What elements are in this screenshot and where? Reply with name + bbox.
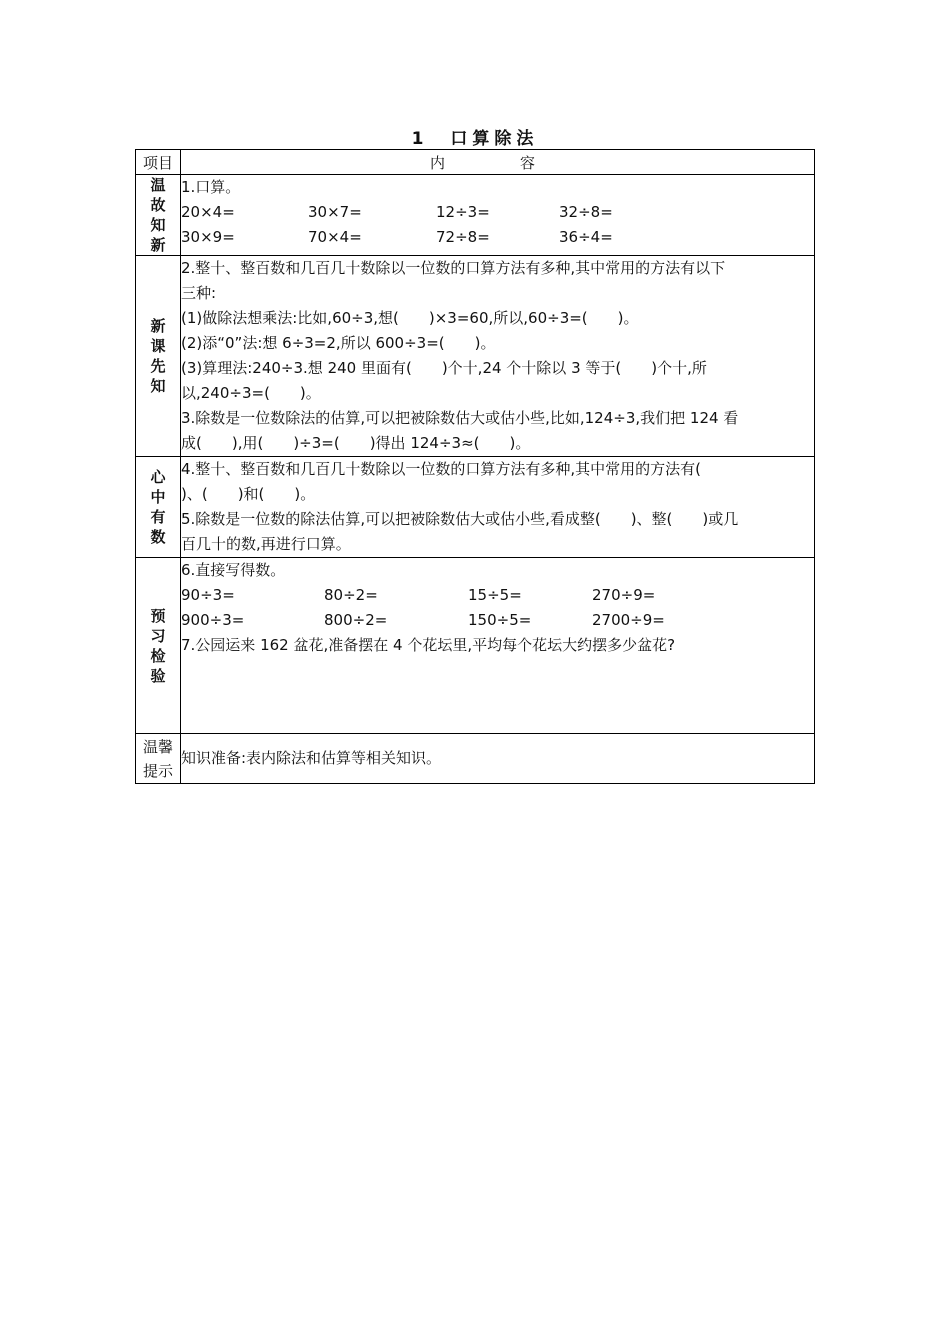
header-item-column: 项目 bbox=[136, 150, 181, 175]
review-label bbox=[136, 175, 181, 256]
question-4-line-1: 4.整十、整百数和几百几十数除以一位数的口算方法有多种,其中常用的方法有( bbox=[181, 460, 701, 478]
tip-row bbox=[136, 734, 815, 784]
question-3-line-2: 成( ),用( )÷3=( )得出 124÷3≈( )。 bbox=[181, 434, 531, 452]
check-arith-row-2 bbox=[181, 608, 814, 633]
method-3-line-2: 以,240÷3=( )。 bbox=[181, 384, 321, 402]
question-3-line-1: 3.除数是一位数除法的估算,可以把被除数估大或估小些,比如,124÷3,我们把 124 看 bbox=[181, 409, 739, 427]
check-row bbox=[136, 558, 815, 734]
header-row bbox=[136, 150, 815, 175]
question-5-line-1: 5.除数是一位数的除法估算,可以把被除数估大或估小些,看成整( )、整( )或几 bbox=[181, 510, 739, 528]
check-arith-item: 800÷2= bbox=[324, 611, 388, 629]
preview-label-text: 新课先知 bbox=[150, 317, 166, 395]
review-row bbox=[136, 175, 815, 256]
preview-content bbox=[181, 256, 815, 457]
question-5-line-2: 百几十的数,再进行口算。 bbox=[181, 535, 351, 553]
summary-row bbox=[136, 457, 815, 558]
tip-content bbox=[181, 734, 815, 784]
question-4-line-2: )、( )和( )。 bbox=[181, 485, 316, 503]
check-arith-item: 15÷5= bbox=[468, 586, 522, 604]
method-2: (2)添“0”法:想 6÷3=2,所以 600÷3=( )。 bbox=[181, 334, 496, 352]
check-content bbox=[181, 558, 815, 734]
summary-label-text: 心中有数 bbox=[150, 468, 166, 546]
summary-content bbox=[181, 457, 815, 558]
check-arith-item: 150÷5= bbox=[468, 611, 532, 629]
question-6: 6.直接写得数。 bbox=[181, 561, 286, 579]
check-label bbox=[136, 558, 181, 734]
check-arith-item: 2700÷9= bbox=[592, 611, 665, 629]
review-arith-item: 32÷8= bbox=[559, 203, 613, 221]
review-arith-item: 20×4= bbox=[181, 203, 235, 221]
review-arith-item: 30×9= bbox=[181, 228, 235, 246]
header-content-column bbox=[181, 150, 815, 175]
question-2-line-2: 三种: bbox=[181, 284, 217, 302]
review-label-text: 温故知新 bbox=[150, 176, 166, 254]
check-arith-row-1 bbox=[181, 583, 814, 608]
review-arith-item: 36÷4= bbox=[559, 228, 613, 246]
check-arith-item: 900÷3= bbox=[181, 611, 245, 629]
question-1: 1.口算。 bbox=[181, 178, 241, 196]
question-7: 7.公园运来 162 盆花,准备摆在 4 个花坛里,平均每个花坛大约摆多少盆花? bbox=[181, 636, 676, 654]
tip-label-text: 温馨提示 bbox=[142, 737, 173, 780]
method-1: (1)做除法想乘法:比如,60÷3,想( )×3=60,所以,60÷3=( )。 bbox=[181, 309, 639, 327]
review-arith-item: 72÷8= bbox=[436, 228, 490, 246]
check-arith-item: 270÷9= bbox=[592, 586, 656, 604]
review-arith-item: 70×4= bbox=[308, 228, 362, 246]
review-content bbox=[181, 175, 815, 256]
method-3-line-1: (3)算理法:240÷3.想 240 里面有( )个十,24 个十除以 3 等于( )个十,所 bbox=[181, 359, 707, 377]
preview-label bbox=[136, 256, 181, 457]
summary-label bbox=[136, 457, 181, 558]
check-arith-item: 90÷3= bbox=[181, 586, 235, 604]
review-arith-row-1 bbox=[181, 200, 814, 225]
header-content-label: 内 容 bbox=[429, 153, 565, 172]
review-arith-item: 12÷3= bbox=[436, 203, 490, 221]
review-arith-row-2 bbox=[181, 225, 814, 250]
question-2-line-1: 2.整十、整百数和几百几十数除以一位数的口算方法有多种,其中常用的方法有以下 bbox=[181, 259, 726, 277]
tip-text: 知识准备:表内除法和估算等相关知识。 bbox=[181, 749, 442, 767]
review-arith-item: 30×7= bbox=[308, 203, 362, 221]
check-label-text: 预习检验 bbox=[150, 606, 166, 685]
page-title: 1 口算除法 bbox=[411, 129, 539, 149]
worksheet-table bbox=[135, 149, 815, 784]
preview-row bbox=[136, 256, 815, 457]
check-arith-item: 80÷2= bbox=[324, 586, 378, 604]
tip-label bbox=[136, 734, 181, 784]
